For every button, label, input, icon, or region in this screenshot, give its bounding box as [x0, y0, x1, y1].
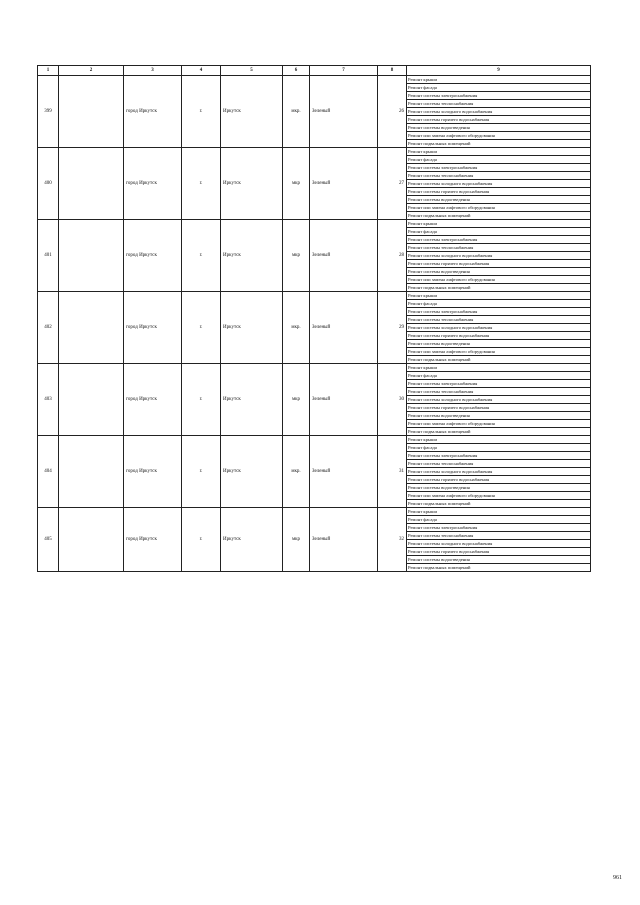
- municipality-name: город Иркутск: [124, 508, 182, 572]
- work-item: Ремонт подвальных помещений: [407, 284, 591, 292]
- work-item: Ремонт системы горячего водоснабжения: [407, 116, 591, 124]
- work-item: Ремонт системы теплоснабжения: [407, 100, 591, 108]
- work-item: Ремонт системы водоотведения: [407, 196, 591, 204]
- work-item: Ремонт крыши: [407, 220, 591, 228]
- municipality-name: город Иркутск: [124, 364, 182, 436]
- work-item: Ремонт системы электроснабжения: [407, 524, 591, 532]
- work-item: Ремонт системы водоотведения: [407, 268, 591, 276]
- city-type: г.: [182, 292, 221, 364]
- work-item: Ремонт системы холодного водоснабжения: [407, 252, 591, 260]
- work-item: Ремонт подвальных помещений: [407, 212, 591, 220]
- work-item: Ремонт фасада: [407, 300, 591, 308]
- work-item: Ремонт крыши: [407, 436, 591, 444]
- col-header-6: 6: [283, 66, 310, 76]
- district-type: мкр.: [283, 292, 310, 364]
- work-item: Ремонт системы водоотведения: [407, 556, 591, 564]
- work-item: Ремонт системы холодного водоснабжения: [407, 396, 591, 404]
- city-type: г.: [182, 76, 221, 148]
- work-item: Ремонт системы горячего водоснабжения: [407, 548, 591, 556]
- municipality-name: город Иркутск: [124, 220, 182, 292]
- work-item: Ремонт или замена лифтового оборудования: [407, 348, 591, 356]
- work-item: Ремонт крыши: [407, 76, 591, 84]
- work-item: Ремонт фасада: [407, 228, 591, 236]
- table-row: [38, 508, 591, 516]
- city-type: г.: [182, 436, 221, 508]
- work-item: Ремонт системы горячего водоснабжения: [407, 476, 591, 484]
- work-item: Ремонт системы теплоснабжения: [407, 532, 591, 540]
- work-item: Ремонт фасада: [407, 156, 591, 164]
- city-type: г.: [182, 220, 221, 292]
- work-item: Ремонт системы горячего водоснабжения: [407, 332, 591, 340]
- work-item: Ремонт фасада: [407, 444, 591, 452]
- col-header-5: 5: [221, 66, 283, 76]
- house-number: 26: [378, 76, 407, 148]
- district-name: Зеленый: [310, 292, 378, 364]
- district-name: Зеленый: [310, 508, 378, 572]
- district-type: мкр: [283, 148, 310, 220]
- empty-cell: [59, 292, 124, 364]
- district-name: Зеленый: [310, 76, 378, 148]
- city-name: Иркутск: [221, 436, 283, 508]
- table-row: [38, 436, 591, 444]
- house-number: 32: [378, 508, 407, 572]
- work-item: Ремонт системы горячего водоснабжения: [407, 404, 591, 412]
- table-body: [38, 76, 591, 572]
- row-number: 402: [38, 292, 59, 364]
- row-number: 403: [38, 364, 59, 436]
- work-item: Ремонт подвальных помещений: [407, 140, 591, 148]
- work-item: Ремонт фасада: [407, 84, 591, 92]
- row-number: 401: [38, 220, 59, 292]
- col-header-3: 3: [124, 66, 182, 76]
- work-item: Ремонт системы горячего водоснабжения: [407, 260, 591, 268]
- city-name: Иркутск: [221, 292, 283, 364]
- work-item: Ремонт или замена лифтового оборудования: [407, 420, 591, 428]
- work-item: Ремонт системы электроснабжения: [407, 164, 591, 172]
- city-name: Иркутск: [221, 508, 283, 572]
- work-item: Ремонт системы водоотведения: [407, 412, 591, 420]
- work-item: Ремонт крыши: [407, 148, 591, 156]
- city-name: Иркутск: [221, 76, 283, 148]
- table-row: [38, 148, 591, 156]
- work-item: Ремонт фасада: [407, 516, 591, 524]
- district-type: мкр: [283, 364, 310, 436]
- col-header-7: 7: [310, 66, 378, 76]
- empty-cell: [59, 364, 124, 436]
- header-row: [38, 66, 591, 76]
- work-item: Ремонт подвальных помещений: [407, 428, 591, 436]
- empty-cell: [59, 508, 124, 572]
- district-name: Зеленый: [310, 364, 378, 436]
- row-number: 404: [38, 436, 59, 508]
- work-item: Ремонт или замена лифтового оборудования: [407, 132, 591, 140]
- empty-cell: [59, 436, 124, 508]
- row-number: 405: [38, 508, 59, 572]
- house-number: 30: [378, 364, 407, 436]
- table-row: [38, 220, 591, 228]
- city-name: Иркутск: [221, 364, 283, 436]
- work-item: Ремонт системы теплоснабжения: [407, 172, 591, 180]
- empty-cell: [59, 148, 124, 220]
- empty-cell: [59, 220, 124, 292]
- municipality-name: город Иркутск: [124, 76, 182, 148]
- work-item: Ремонт системы водоотведения: [407, 124, 591, 132]
- work-item: Ремонт системы теплоснабжения: [407, 244, 591, 252]
- district-name: Зеленый: [310, 148, 378, 220]
- register-table: [37, 65, 591, 572]
- table-row: [38, 76, 591, 84]
- district-type: мкр.: [283, 436, 310, 508]
- work-item: Ремонт крыши: [407, 292, 591, 300]
- row-number: 400: [38, 148, 59, 220]
- district-type: мкр.: [283, 76, 310, 148]
- work-item: Ремонт или замена лифтового оборудования: [407, 492, 591, 500]
- work-item: Ремонт подвальных помещений: [407, 500, 591, 508]
- work-item: Ремонт системы водоотведения: [407, 484, 591, 492]
- district-type: мкр: [283, 220, 310, 292]
- work-item: Ремонт системы теплоснабжения: [407, 460, 591, 468]
- work-item: Ремонт системы теплоснабжения: [407, 388, 591, 396]
- table-row: [38, 364, 591, 372]
- city-type: г.: [182, 508, 221, 572]
- work-item: Ремонт подвальных помещений: [407, 356, 591, 364]
- col-header-9: 9: [407, 66, 591, 76]
- work-item: Ремонт крыши: [407, 508, 591, 516]
- house-number: 29: [378, 292, 407, 364]
- col-header-1: 1: [38, 66, 59, 76]
- city-name: Иркутск: [221, 220, 283, 292]
- house-number: 27: [378, 148, 407, 220]
- work-item: Ремонт системы электроснабжения: [407, 380, 591, 388]
- city-type: г.: [182, 148, 221, 220]
- work-item: Ремонт или замена лифтового оборудования: [407, 276, 591, 284]
- house-number: 31: [378, 436, 407, 508]
- district-name: Зеленый: [310, 436, 378, 508]
- row-number: 399: [38, 76, 59, 148]
- work-item: Ремонт системы холодного водоснабжения: [407, 468, 591, 476]
- house-number: 28: [378, 220, 407, 292]
- work-item: Ремонт системы водоотведения: [407, 340, 591, 348]
- work-item: Ремонт системы электроснабжения: [407, 452, 591, 460]
- col-header-4: 4: [182, 66, 221, 76]
- work-item: Ремонт фасада: [407, 372, 591, 380]
- page-number: 961: [613, 875, 622, 881]
- district-name: Зеленый: [310, 220, 378, 292]
- city-name: Иркутск: [221, 148, 283, 220]
- municipality-name: город Иркутск: [124, 292, 182, 364]
- district-type: мкр: [283, 508, 310, 572]
- work-item: Ремонт системы холодного водоснабжения: [407, 180, 591, 188]
- municipality-name: город Иркутск: [124, 148, 182, 220]
- city-type: г.: [182, 364, 221, 436]
- work-item: Ремонт подвальных помещений: [407, 564, 591, 572]
- empty-cell: [59, 76, 124, 148]
- work-item: Ремонт системы холодного водоснабжения: [407, 108, 591, 116]
- work-item: Ремонт крыши: [407, 364, 591, 372]
- col-header-8: 8: [378, 66, 407, 76]
- work-item: Ремонт системы теплоснабжения: [407, 316, 591, 324]
- work-item: Ремонт системы холодного водоснабжения: [407, 540, 591, 548]
- work-item: Ремонт или замена лифтового оборудования: [407, 204, 591, 212]
- work-item: Ремонт системы электроснабжения: [407, 92, 591, 100]
- work-item: Ремонт системы холодного водоснабжения: [407, 324, 591, 332]
- work-item: Ремонт системы электроснабжения: [407, 308, 591, 316]
- municipality-name: город Иркутск: [124, 436, 182, 508]
- work-item: Ремонт системы электроснабжения: [407, 236, 591, 244]
- work-item: Ремонт системы горячего водоснабжения: [407, 188, 591, 196]
- table-row: [38, 292, 591, 300]
- col-header-2: 2: [59, 66, 124, 76]
